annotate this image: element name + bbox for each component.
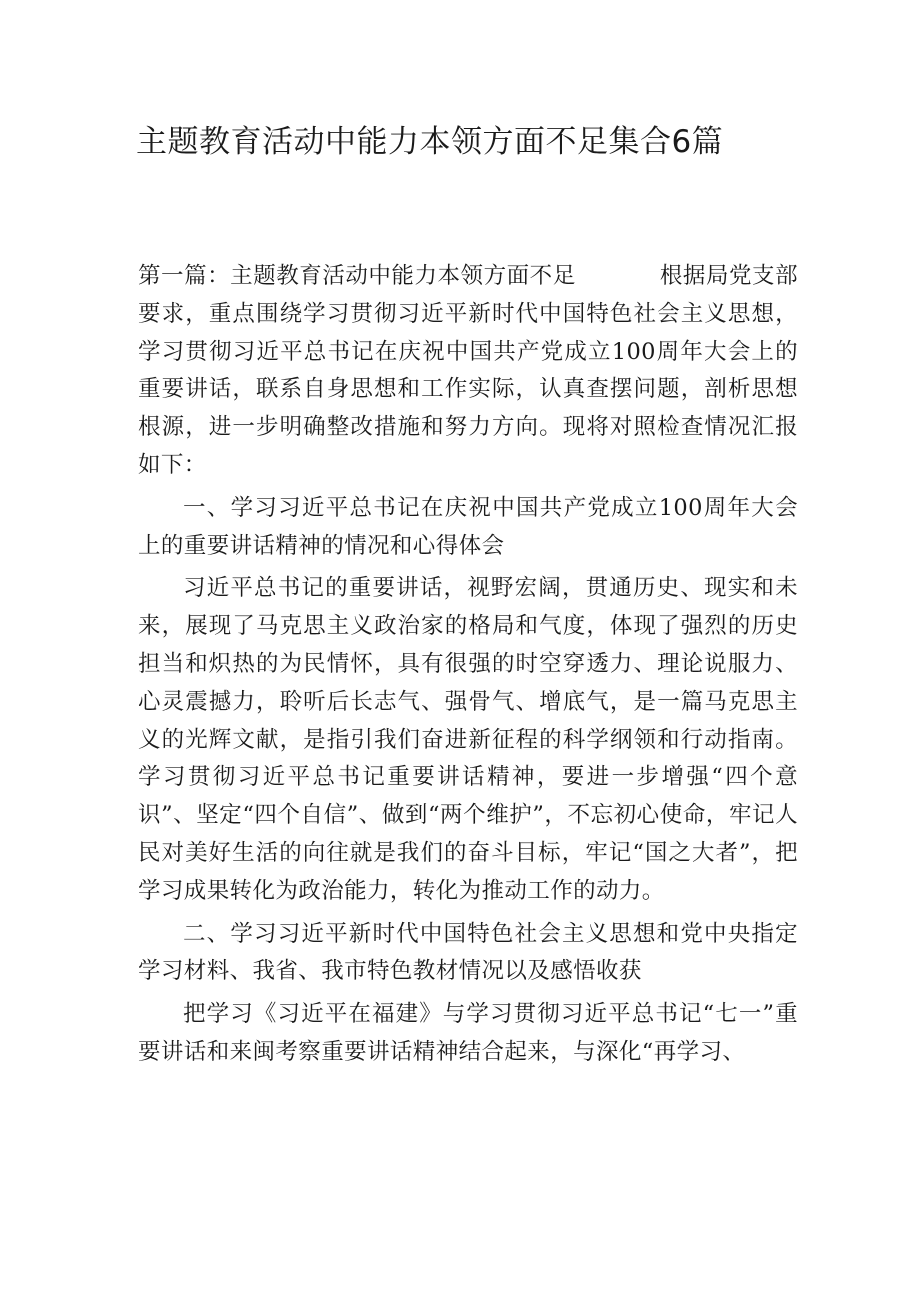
section-heading-2: 二、学习习近平新时代中国特色社会主义思想和党中央指定学习材料、我省、我市特色教材情况以及感悟收获 [138, 920, 798, 985]
section-heading-1: 一、学习习近平总书记在庆祝中国共产党成立100周年大会上的重要讲话精神的情况和心得体会 [138, 494, 798, 559]
first-article-heading: 第一篇：主题教育活动中能力本领方面不足 [138, 263, 576, 289]
paragraph-intro [138, 258, 798, 485]
paragraph-2: 把学习《习近平在福建》与学习贯彻习近平总书记“七一”重要讲话和来闽考察重要讲话精神结合起来，与深化“再学习、 [138, 1001, 798, 1065]
paragraph-1: 习近平总书记的重要讲话，视野宏阔，贯通历史、现实和未来，展现了马克思主义政治家的格局和气度，体现了强烈的历史担当和炽热的为民情怀，具有很强的时空穿透力、理论说服力、心灵震撼力，聆听后长志气、强骨气、增底气，是一篇马克思主义的光辉文献，是指引我们奋进新征程的科学纲领和行动指南。学习贯彻习近平总书记重要讲话精神，要进一步增强“四个意识”、坚定“四个自信”、做到“两个维护”，不忘初心使命，牢记人民对美好生活的向往就是我们的奋斗目标，牢记“国之大者”，把学习成果转化为政治能力，转化为推动工作的动力。 [138, 575, 798, 904]
document-title: 主题教育活动中能力本领方面不足集合6篇 [136, 124, 724, 160]
document-body [138, 258, 798, 1072]
intro-text: 根据局党支部要求，重点围绕学习贯彻习近平新时代中国特色社会主义思想，学习贯彻习近平总书记在庆祝中国共产党成立100周年大会上的重要讲话，联系自身思想和工作实际，认真查摆问题，剖析思想根源，进一步明确整改措施和努力方向。现将对照检查情况汇报如下： [138, 263, 798, 478]
